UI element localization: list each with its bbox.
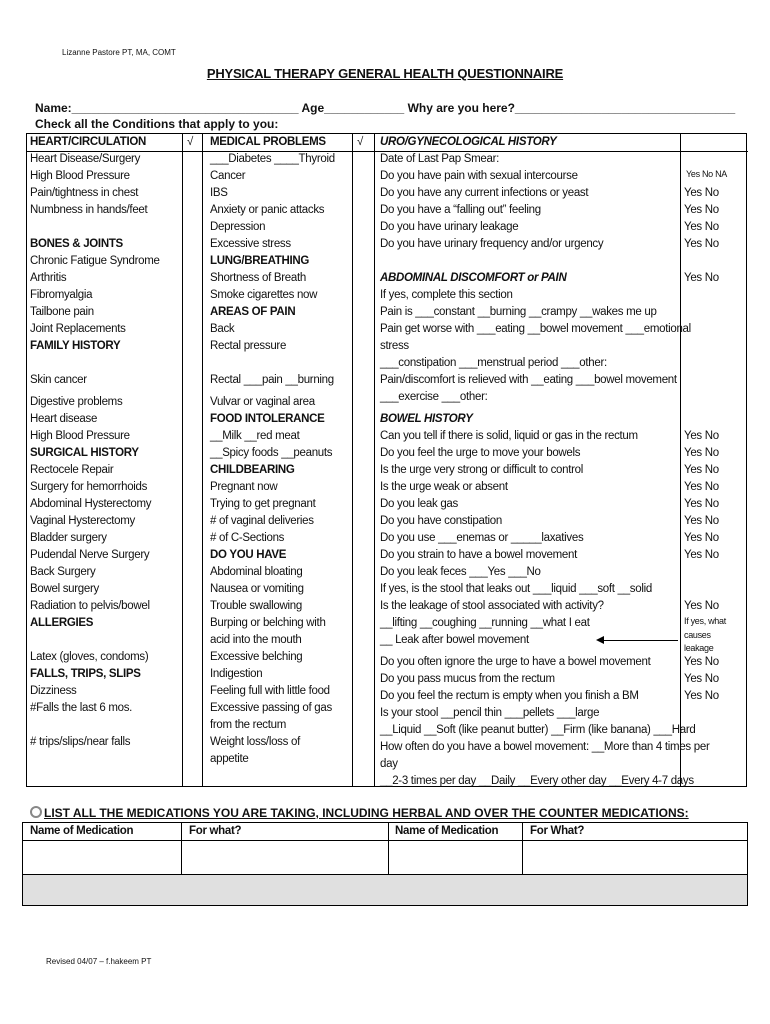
col2-doyou: DO YOU HAVE — [210, 549, 287, 562]
col3-uro_items-0: Date of Last Pap Smear: — [380, 153, 500, 165]
col1-falls_items-2: # trips/slips/near falls — [30, 736, 131, 749]
col1-falls_items-0: Dizziness — [30, 685, 77, 698]
arrow-left-icon — [598, 640, 678, 641]
col3-yesno: Yes No — [684, 447, 719, 460]
col1-surgical_items-0: Rectocele Repair — [30, 464, 114, 477]
col1-heart_items-1: High Blood Pressure — [30, 170, 130, 182]
col3-yesno: Yes No — [684, 673, 719, 686]
col3-bowel: BOWEL HISTORY — [380, 413, 473, 426]
col1-surgical_items-8: Radiation to pelvis/bowel — [30, 600, 150, 613]
col3-uro_items-2: Do you have any current infections or yeast — [380, 187, 589, 199]
col3-yesno: Yes No — [684, 549, 719, 562]
col3-yesno: Yes No — [684, 204, 719, 216]
col1-heart_items-3: Numbness in hands/feet — [30, 204, 148, 216]
col2-child: CHILDBEARING — [210, 464, 295, 477]
col3-abd_items-3: stress — [380, 340, 409, 352]
col1-bones_items-2: Fibromyalgia — [30, 289, 93, 301]
col3-bowel_items-20: __2-3 times per day __Daily __Every other day __Every 4-7 days — [380, 775, 694, 788]
col3-bowel_items-5: Do you have constipation — [380, 515, 502, 528]
col2-pain_items-1: Rectal pressure — [210, 340, 287, 352]
col3-yesno: Yes No — [684, 532, 719, 545]
col3-bowel_items-11: __lifting __coughing __running __what I eat — [380, 617, 590, 630]
col3-yesno: Yes No — [684, 600, 719, 613]
col3-abd_items-0: If yes, complete this section — [380, 289, 513, 301]
col3-bowel_items-3: Is the urge weak or absent — [380, 481, 508, 494]
col3-bowel_items-0: Can you tell if there is solid, liquid or gas in the rectum — [380, 430, 638, 443]
col1-surgical: SURGICAL HISTORY — [30, 447, 139, 460]
col3-bowel_items-12: __ Leak after bowel movement — [380, 634, 529, 647]
col3-bowel_items-18: How often do you have a bowel movement: __More than 4 times per — [380, 741, 710, 754]
col3-causes-0: If yes, what — [684, 616, 726, 627]
col1-bones_items-3: Tailbone pain — [30, 306, 94, 318]
col3-bowel_items-17: __Liquid __Soft (like peanut butter) __Firm (like banana) ___Hard — [380, 724, 696, 737]
col3-yesno: Yes No — [684, 515, 719, 528]
col2-lung: LUNG/BREATHING — [210, 255, 310, 267]
col1-bones_items-4: Joint Replacements — [30, 323, 126, 335]
col2-doyou_items-6: Indigestion — [210, 668, 263, 681]
col1-surgical_items-4: Bladder surgery — [30, 532, 107, 545]
col3-bowel_items-14: Do you pass mucus from the rectum — [380, 673, 555, 686]
col2-medical_items-3: Anxiety or panic attacks — [210, 204, 325, 216]
medications-table — [22, 822, 748, 906]
col2-doyou_items-11: appetite — [210, 753, 249, 766]
col1-surgical_items-1: Surgery for hemorrhoids — [30, 481, 148, 494]
col1-allergy_items-0: Latex (gloves, condoms) — [30, 651, 149, 664]
col2-food_items-1: __Spicy foods __peanuts — [210, 447, 333, 460]
col2-medical_items-2: IBS — [210, 187, 228, 199]
col1-heart_items-2: Pain/tightness in chest — [30, 187, 139, 199]
col3-bowel_items-2: Is the urge very strong or difficult to control — [380, 464, 584, 477]
col1-falls: FALLS, TRIPS, SLIPS — [30, 668, 141, 681]
col3-yesno: Yes No — [684, 187, 719, 199]
col2-doyou_items-9: from the rectum — [210, 719, 287, 732]
author-line: Lizanne Pastore PT, MA, COMT — [62, 48, 176, 57]
revision-footer: Revised 04/07 – f.hakeem PT — [46, 957, 152, 966]
col1-surgical_items-6: Back Surgery — [30, 566, 96, 579]
col1-surgical_items-5: Pudendal Nerve Surgery — [30, 549, 150, 562]
col3-bowel_items-16: Is your stool __pencil thin ___pellets ___large — [380, 707, 600, 720]
col3-yesnona: Yes No NA — [686, 169, 727, 179]
med-col-4: For What? — [530, 825, 585, 837]
col3-uro: URO/GYNECOLOGICAL HISTORY — [380, 136, 557, 148]
col1-heart: HEART/CIRCULATION — [30, 136, 147, 148]
col3-bowel_items-7: Do you strain to have a bowel movement — [380, 549, 577, 562]
col3-abd_items-5: Pain/discomfort is relieved with __eating ___bowel movement — [380, 374, 677, 386]
col3-abd: ABDOMINAL DISCOMFORT or PAIN — [380, 272, 567, 284]
col1-bones_items-1: Arthritis — [30, 272, 67, 284]
col2-medical_items-5: Excessive stress — [210, 238, 291, 250]
medications-heading: LIST ALL THE MEDICATIONS YOU ARE TAKING, INCLUDING HERBAL AND OVER THE COUNTER MEDICATIONS: — [30, 806, 689, 820]
col3-uro_items-4: Do you have urinary leakage — [380, 221, 519, 233]
col3-abd_items-6: ___exercise ___other: — [380, 391, 488, 403]
col3-bowel_items-4: Do you leak gas — [380, 498, 458, 511]
check-instructions: Check all the Conditions that apply to you: — [35, 117, 279, 131]
check-column-header-1: √ — [187, 136, 194, 148]
col2-food_items-0: __Milk __red meat — [210, 430, 300, 443]
col2-pain: AREAS OF PAIN — [210, 306, 296, 318]
col1-family_items-2: Heart disease — [30, 413, 98, 426]
col2-doyou_items-0: Abdominal bloating — [210, 566, 303, 579]
col1-surgical_items-7: Bowel surgery — [30, 583, 99, 596]
col3-bowel_items-6: Do you use ___enemas or _____laxatives — [380, 532, 584, 545]
col2-medical_items-0: ___Diabetes ____Thyroid — [210, 153, 335, 165]
col1-family_items-3: High Blood Pressure — [30, 430, 130, 443]
col3-yesno: Yes No — [684, 430, 719, 443]
med-col-2: For what? — [189, 825, 242, 837]
col2-lung_items-1: Smoke cigarettes now — [210, 289, 318, 301]
name-age-reason-line[interactable]: Name:__________________________________ Age____________ Why are you here?_________________________________ — [35, 101, 736, 115]
col2-medical: MEDICAL PROBLEMS — [210, 136, 326, 148]
col1-heart_items-0: Heart Disease/Surgery — [30, 153, 141, 165]
col1-bones: BONES & JOINTS — [30, 238, 123, 250]
col3-bowel_items-19: day — [380, 758, 398, 771]
col2-pain_items-0: Back — [210, 323, 235, 335]
col2-child_items-1: Trying to get pregnant — [210, 498, 316, 511]
col3-abd_items-1: Pain is ___constant __burning __crampy __wakes me up — [380, 306, 657, 318]
col3-bowel_items-9: If yes, is the stool that leaks out ___liquid ___soft __solid — [380, 583, 652, 596]
col3-yesno: Yes No — [684, 498, 719, 511]
col2-medical_items-1: Cancer — [210, 170, 246, 182]
col2-doyou_items-2: Trouble swallowing — [210, 600, 302, 613]
col2-medical_items-4: Depression — [210, 221, 266, 233]
col1-falls_items-1: #Falls the last 6 mos. — [30, 702, 133, 715]
col2-child_items-2: # of vaginal deliveries — [210, 515, 314, 528]
col3-yesno: Yes No — [684, 690, 719, 703]
col2-doyou_items-5: Excessive belching — [210, 651, 303, 664]
col3-yesno: Yes No — [684, 238, 719, 250]
col3-uro_items-1: Do you have pain with sexual intercourse — [380, 170, 578, 182]
col3-yesno: Yes No — [684, 221, 719, 233]
col2-doyou_items-4: acid into the mouth — [210, 634, 302, 647]
col3-bowel_items-15: Do you feel the rectum is empty when you finish a BM — [380, 690, 639, 703]
col2-child_items-0: Pregnant now — [210, 481, 278, 494]
col2-doyou_items-10: Weight loss/loss of — [210, 736, 300, 749]
col2-doyou_items-3: Burping or belching with — [210, 617, 326, 630]
med-col-3: Name of Medication — [395, 825, 499, 837]
col2-lung_items-0: Shortness of Breath — [210, 272, 306, 284]
col3-uro_items-3: Do you have a “falling out” feeling — [380, 204, 541, 216]
col3-bowel_items-13: Do you often ignore the urge to have a bowel movement — [380, 656, 651, 669]
col1-family_items-1: Digestive problems — [30, 396, 123, 409]
col3-yesno: Yes No — [684, 481, 719, 494]
col3-abd_items-2: Pain get worse with ___eating __bowel movement ___emotional — [380, 323, 691, 335]
col1-bones_items-0: Chronic Fatigue Syndrome — [30, 255, 160, 267]
spiral-icon — [30, 806, 42, 818]
col2-food: FOOD INTOLERANCE — [210, 413, 325, 426]
col3-bowel_items-8: Do you leak feces ___Yes ___No — [380, 566, 541, 579]
col3-yesno: Yes No — [684, 656, 719, 669]
col1-family: FAMILY HISTORY — [30, 340, 121, 352]
col3-yesno: Yes No — [684, 272, 719, 284]
med-col-1: Name of Medication — [30, 825, 134, 837]
col3-bowel_items-10: Is the leakage of stool associated with activity? — [380, 600, 604, 613]
col2-pain_items-2: Rectal ___pain __burning — [210, 374, 334, 386]
col3-abd_items-4: ___constipation ___menstrual period ___other: — [380, 357, 607, 369]
col2-doyou_items-8: Excessive passing of gas — [210, 702, 332, 715]
col2-child_items-3: # of C-Sections — [210, 532, 285, 545]
col1-surgical_items-2: Abdominal Hysterectomy — [30, 498, 152, 511]
col3-causes-2: leakage — [684, 643, 714, 654]
col3-bowel_items-1: Do you feel the urge to move your bowels — [380, 447, 581, 460]
col1-allergies: ALLERGIES — [30, 617, 94, 630]
col2-doyou_items-7: Feeling full with little food — [210, 685, 330, 698]
col1-family_items-0: Skin cancer — [30, 374, 87, 386]
col1-surgical_items-3: Vaginal Hysterectomy — [30, 515, 135, 528]
col2-pain_items-3: Vulvar or vaginal area — [210, 396, 315, 409]
col3-uro_items-5: Do you have urinary frequency and/or urgency — [380, 238, 604, 250]
col3-causes-1: causes — [684, 629, 711, 640]
col2-doyou_items-1: Nausea or vomiting — [210, 583, 304, 596]
col3-yesno: Yes No — [684, 464, 719, 477]
check-column-header-2: √ — [357, 136, 364, 148]
form-title: PHYSICAL THERAPY GENERAL HEALTH QUESTIONNAIRE — [206, 66, 564, 81]
